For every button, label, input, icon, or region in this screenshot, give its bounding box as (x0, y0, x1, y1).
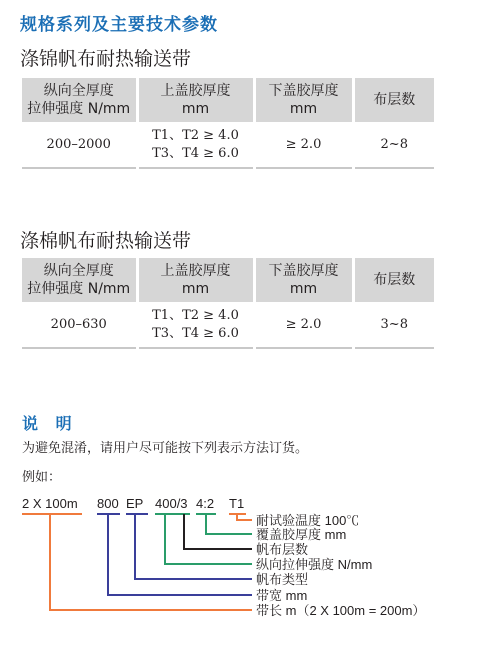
col-header-top-cover: 上盖胶厚度 mm (137, 78, 254, 122)
table-header-row (22, 258, 434, 302)
leader-type (135, 514, 252, 579)
label-strength: 纵向拉伸强度 N/mm (256, 557, 373, 572)
cell-strength: 200–2000 (22, 122, 137, 168)
leader-width (108, 514, 252, 595)
leader-cover (206, 514, 252, 534)
col-header-strength: 纵向全厚度 拉伸强度 N/mm (22, 78, 137, 122)
code-type: EP (126, 496, 144, 511)
section-1-subtitle: 涤锦帆布耐热输送带 (20, 48, 192, 70)
note-title: 说 明 (22, 414, 78, 433)
order-code-diagram (0, 488, 502, 638)
label-plies: 帆布层数 (256, 542, 309, 557)
code-temp: T1 (229, 496, 245, 511)
col-header-strength: 纵向全厚度 拉伸强度 N/mm (22, 258, 137, 302)
label-width: 带宽 mm (256, 588, 308, 603)
note-text: 为避免混淆，请用户尽可能按下列表示方法订货。 (22, 441, 309, 456)
col-header-bottom-cover: 下盖胶厚度 mm (254, 78, 353, 122)
section-2-subtitle: 涤棉帆布耐热输送带 (20, 230, 192, 252)
label-temp: 耐试验温度 100℃ (256, 513, 360, 528)
code-length: 2 X 100m (22, 496, 78, 511)
cell-bottom-cover: ≥ 2.0 (254, 302, 353, 348)
cell-top-cover: T1、T2 ≥ 4.0 T3、T4 ≥ 6.0 (137, 302, 254, 348)
code-cover: 4:2 (196, 496, 215, 511)
cell-top-cover: T1、T2 ≥ 4.0 T3、T4 ≥ 6.0 (137, 122, 254, 168)
label-type: 帆布类型 (256, 572, 309, 587)
table-row (22, 122, 434, 168)
cell-plies: 3~8 (353, 302, 434, 348)
col-header-top-cover: 上盖胶厚度 mm (137, 258, 254, 302)
table-row (22, 302, 434, 348)
table-header-row (22, 78, 434, 122)
page-heading: 规格系列及主要技术参数 (20, 15, 218, 35)
cell-bottom-cover: ≥ 2.0 (254, 122, 353, 168)
spec-table-1 (22, 78, 434, 169)
label-length: 带长 m（2 X 100m = 200m） (256, 603, 426, 618)
cell-plies: 2~8 (353, 122, 434, 168)
col-header-bottom-cover: 下盖胶厚度 mm (254, 258, 353, 302)
spec-table-2 (22, 258, 434, 349)
col-header-plies: 布层数 (353, 78, 434, 122)
code-strength: 400/3 (155, 496, 188, 511)
cell-strength: 200–630 (22, 302, 137, 348)
code-width: 800 (97, 496, 119, 511)
example-label: 例如： (22, 470, 62, 485)
label-cover: 覆盖胶厚度 mm (256, 527, 347, 542)
leader-strength (165, 514, 252, 564)
col-header-plies: 布层数 (353, 258, 434, 302)
